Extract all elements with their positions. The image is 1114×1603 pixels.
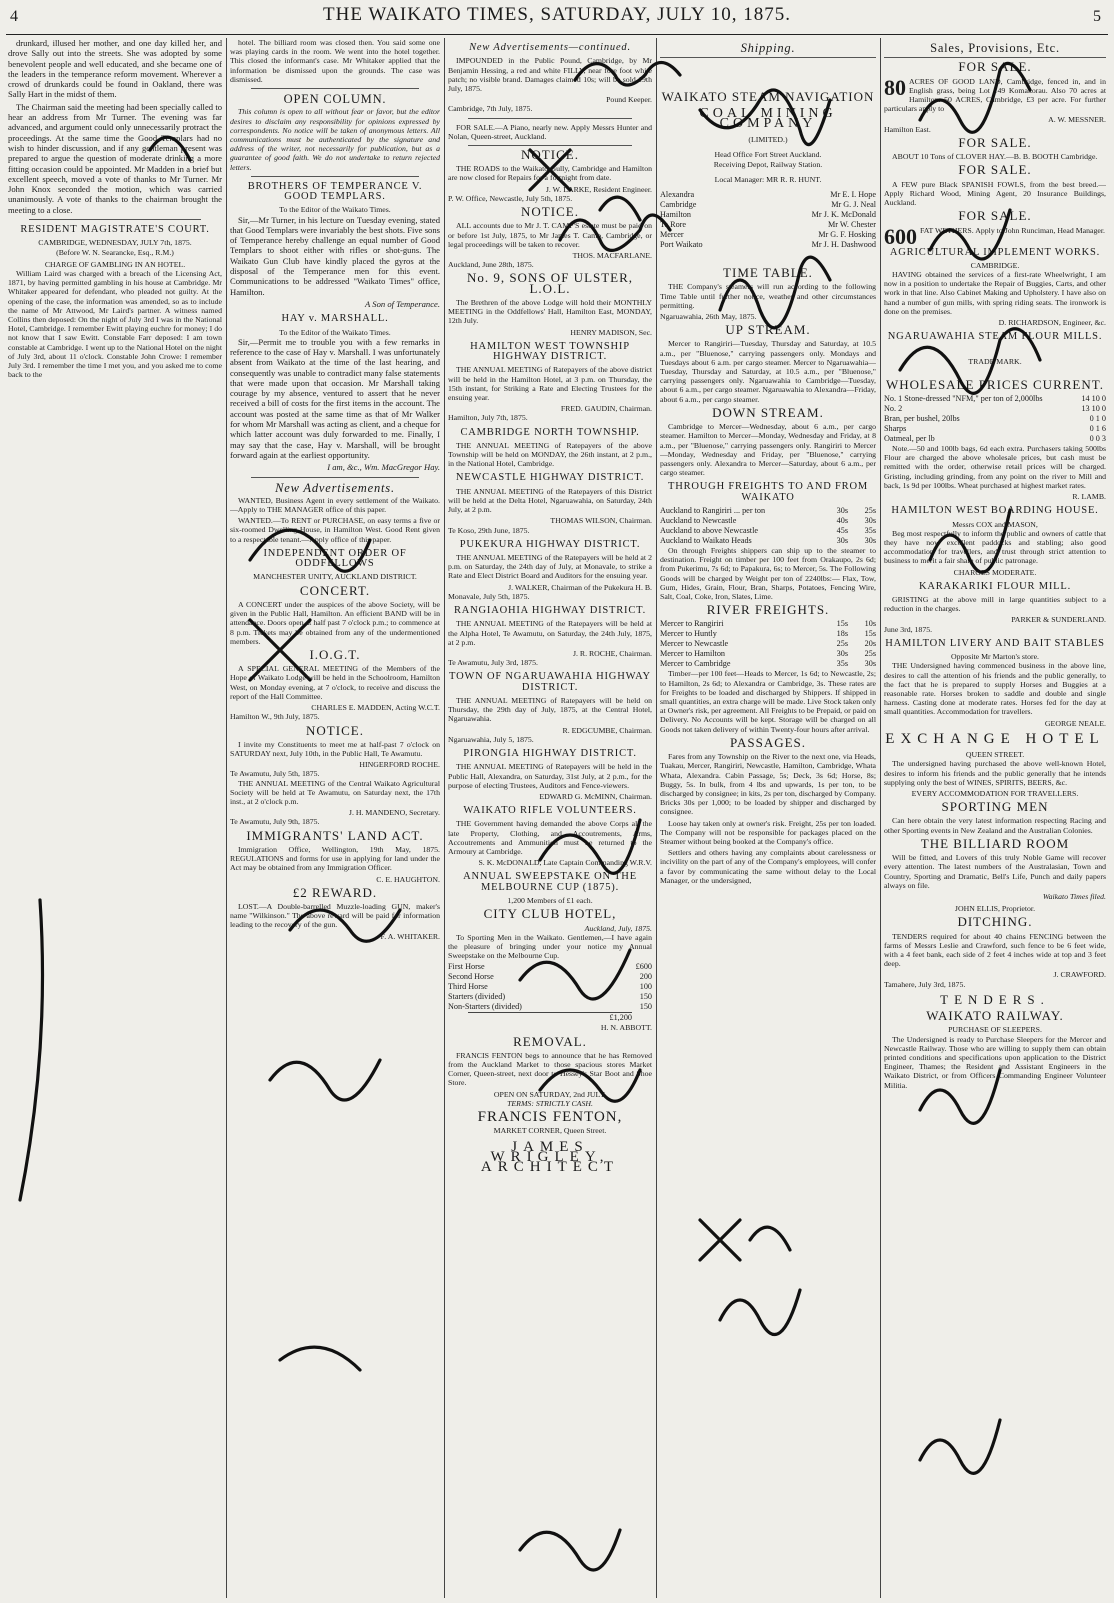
ad-title: NOTICE. <box>521 146 579 162</box>
column-rule <box>226 38 227 1598</box>
ad-text: Immigration Office, Wellington, 19th May, 1875. REGULATIONS and forms for use in applying for land under the Act may be obtained from any Immigration Officer. <box>230 844 440 873</box>
agent-row-cell: Hamilton <box>660 210 691 219</box>
ad-text: I invite my Constituents to meet me at half-past 7 o'clock on SATURDAY next, July 10th, in the Public Hall, Te Awamutu. <box>230 739 440 758</box>
freight-row-cell: 35s <box>864 525 876 535</box>
wholesale-row-cell: 13 10 0 <box>1081 404 1106 414</box>
ad-signature: THOS. MACFARLANE. <box>572 250 652 260</box>
ad-text: The Brethren of the above Lodge will hold their MONTHLY MEETING in the Oddfellows' Hall, Hamilton East, MONDAY, 12th July. <box>448 297 652 326</box>
freight-row <box>660 516 876 526</box>
river-freight-row-cell: 25s <box>836 639 848 649</box>
prize-row-cell: 100 <box>639 982 652 992</box>
ad-title: NOTICE. <box>521 204 579 220</box>
ad-signature: FRED. GAUDIN, Chairman. <box>560 404 652 414</box>
ad-title: CAMBRIDGE NORTH TOWNSHIP. <box>460 426 640 438</box>
letter-signature: A Son of Temperance. <box>365 298 440 309</box>
ad-title: THROUGH FREIGHTS TO AND FROM WAIKATO <box>668 481 868 503</box>
prize-row-cell: Second Horse <box>448 972 494 982</box>
court-charge: CHARGE OF GAMBLING IN AN HOTEL. <box>44 259 186 269</box>
ad-text: HAVING obtained the services of a first-rate Wheelwright, I am now in a position to undertake the Repair of Buggies, Carts, and other work in that line. Also Cabinet Making and Upholstery. I have also on hand a number of gun mills, with spring riding seats. The ironwork is done on the premises. <box>884 270 1106 316</box>
ad-text: ALL accounts due to Mr J. T. CAMP'S estate must be paid on or before 1st July, 1875, to Mr James T. Camp, Cambridge, or legal proceedings will be taken to recover. <box>448 221 652 249</box>
ad-place: Hamilton East. <box>884 124 931 134</box>
ad-text: THE Undersigned having commenced business in the above line, desires to call the attention of his friends and the public generally, to the fact that he is prepared to supply Horses and Buggies at a reasonable rate. Horses broken to saddle and double and single harness. Casting done at moderate rates. Horses fed for the day at small quantities. Accommodation for travellers. <box>884 661 1106 717</box>
wholesale-table <box>884 394 1106 444</box>
ad-heading: INDEPENDENT ORDER OF ODDFELLOWS <box>263 547 407 570</box>
ad-text: FAT WETHERS. Apply to John Runciman, Head Manager. <box>920 225 1105 235</box>
wholesale-row <box>884 414 1106 424</box>
ad-title: TENDERS. <box>940 991 1050 1007</box>
ad-title: THE BILLIARD ROOM <box>920 835 1070 851</box>
agent-row-cell: Mr G. J. Neal <box>831 200 876 209</box>
river-freight-row-cell: Mercer to Huntly <box>660 629 717 639</box>
river-freight-row <box>660 629 876 639</box>
ad-title: HAMILTON LIVERY AND BAIT STABLES <box>885 637 1105 649</box>
ad-text: Loose hay taken only at owner's risk. Freight, 25s per ton loaded. The Company will not be responsible for packages placed on the Steamer without being booked at the Company's office. <box>660 818 876 846</box>
agent-row <box>660 190 876 200</box>
prize-row <box>448 962 652 972</box>
ad-title: DITCHING. <box>957 914 1033 930</box>
ad-text: THE ANNUAL MEETING of the Ratepayers will be held at 2 p.m. on Saturday, the 24th day of July, at Monavale, to strike a Rate and Elect District Board and Auditors for the ensuing year. <box>448 553 652 581</box>
ad-signature: J. CRAWFORD. <box>1053 970 1106 980</box>
river-freight-row-cell: Mercer to Cambridge <box>660 659 731 669</box>
agent-row <box>660 240 876 250</box>
article-text: hotel. The billiard room was closed then. You said some one was playing cards in the room. We went into the hotel together. This closed the informant's case. Mr Whitaker applied that the information be dismissed upon the grounds. The case was dismissed. <box>230 38 440 84</box>
company-depot: Receiving Depot, Railway Station. <box>713 159 823 169</box>
prize-row <box>448 982 652 992</box>
prize-row <box>448 992 652 1002</box>
agent-row <box>660 200 876 210</box>
ad-signature: S. K. McDONALD, Late Captain Commanding W.R.V. <box>478 858 652 868</box>
ad-text: To Sporting Men in the Waikato. Gentlemen,—I have again the pleasure of bringing under your notice my Annual Sweepstake on the Melbourne Cup. <box>448 932 652 961</box>
ad-text: A CONCERT under the auspices of the above Society, will be given in the Public Hall, Hamilton. An efficient BAND will be in attendance. Doors open at half past 7 o'clock p.m.; to commence at 8 p.m. Tickets may be obtained from any of the undermentioned members. <box>230 599 440 646</box>
freight-row-cell: 25s <box>864 505 876 515</box>
ad-title: CITY CLUB HOTEL, <box>483 906 617 922</box>
ad-title: NEWCASTLE HIGHWAY DISTRICT. <box>455 472 645 484</box>
ad-signature: HINGERFORD ROCHE. <box>359 760 440 770</box>
page-number-right: 5 <box>1093 8 1102 25</box>
ad-signature: D. RICHARDSON, Engineer, &c. <box>998 318 1106 328</box>
ad-title: FOR SALE. <box>958 162 1032 178</box>
agent-row <box>660 210 876 220</box>
ad-text: THE ANNUAL MEETING of Ratepayers will be held in the Public Hall, Alexandra, on Saturday, 31st July, at 2 p.m., for the purpose of electing Trustees, Auditors and Fence-viewers. <box>448 762 652 790</box>
column-rule <box>444 38 445 1598</box>
agent-row-cell: Te Rore <box>660 220 687 229</box>
prize-row-cell: 150 <box>639 992 652 1002</box>
ad-subheading: TERMS: STRICTLY CASH. <box>507 1098 593 1108</box>
river-freight-table <box>660 619 876 669</box>
freight-row-cell: 30s <box>836 535 848 545</box>
classified-ad: WANTED, Business Agent in every settlement of the Waikato.—Apply to THE MANAGER office of this paper. <box>230 495 440 515</box>
freight-row-cell: Auckland to Newcastle <box>660 515 737 525</box>
wholesale-row-cell: 0 1 6 <box>1089 424 1106 434</box>
ad-date: Te Awamutu, July 3rd, 1875. <box>448 658 538 668</box>
ad-title: FOR SALE. <box>958 134 1032 150</box>
editor-note: This column is open to all without fear or favor, but the editor desires to disclaim any responsibility for opinions expressed by correspondents. No notice will be taken of anonymous letters. All communications must be authenticated by the signature and address of the writer, not necessarily for publication, but as a guarantee of good faith. We do not undertake to return rejected letters. <box>230 107 440 172</box>
masthead-title: THE WAIKATO TIMES, SATURDAY, JULY 10, 1875. <box>323 4 791 25</box>
ad-title: CONCERT. <box>299 582 371 598</box>
ad-signature: Pound Keeper. <box>606 95 652 105</box>
ad-text: IMPOUNDED in the Public Pound, Cambridge, by Mr Benjamin Hessing, a red and white FILLY, near fore foot white patch; no visible brand. Damages claimed 10s; will be sold 19th July, 1875. <box>448 56 652 93</box>
divider <box>660 57 876 58</box>
ad-title: WAIKATO RAILWAY. <box>926 1008 1064 1024</box>
ad-signature: H. N. ABBOTT. <box>600 1023 652 1033</box>
ad-title: I.O.G.T. <box>309 646 361 662</box>
ad-signature: A. W. MESSNER. <box>1048 115 1106 125</box>
ad-text: Fares from any Township on the River to the next one, via Heads, Tuakau, Mercer, Rangiriri, Newcastle, Hamilton, Cambridge, Whata Whata, Alexandra. Cabin Passage, 5s; Deck, 3s 6d; Horse, 8s; Buggy, 5s. In bulk, from 4 lbs and upwards, 1s per ton, to be discharged by consignee; in kits, 2s per ton, discharged by Company. Bricks 30s per 1,000; to be loaded by shipper and discharged by consignee. <box>660 752 876 817</box>
river-freight-row-cell: 15s <box>864 629 876 639</box>
ad-title: PUKEKURA HIGHWAY DISTRICT. <box>459 538 641 550</box>
ad-title: HAMILTON WEST TOWNSHIP HIGHWAY DISTRICT. <box>470 340 630 363</box>
ad-signature: J. WALKER, Chairman of the Pukekura H. B. <box>508 582 652 592</box>
freight-row <box>660 526 876 536</box>
ad-signature: R. EDGCUMBE, Chairman. <box>562 725 652 735</box>
ad-text: Timber—per 100 feet—Heads to Mercer, 1s 6d; to Newcastle, 2s; to Hamilton, 2s 6d; to Alexandra or Cambridge, 3s. These rates are for Freights to be loaded and discharged by Shippers. If shipped in small quantities, an extra charge will be made. Live Stock taken only at Owner's risk, per agreement. All Freights to be Prepaid, or paid on Delivery. No Accounts will be kept. Storage will be charged on all Goods not taken delivery of within Twenty-four hours after arrival. <box>660 669 876 734</box>
ad-subheading: Opposite Mr Marton's store. <box>950 652 1040 662</box>
company-name: COAL MINING COMPANY <box>699 105 837 131</box>
ad-subheading: PURCHASE OF SLEEPERS. <box>948 1025 1042 1035</box>
section-heading: New Advertisements. <box>275 480 395 495</box>
wholesale-row-cell: No. 1 Stone-dressed "NFM," per ton of 2,000lbs <box>884 394 1043 404</box>
ad-signature: CHARLES E. MADDEN, Acting W.C.T. <box>311 703 440 713</box>
ad-title: RIVER FREIGHTS. <box>706 602 830 618</box>
ad-title: ANNUAL SWEEPSTAKE ON THE MELBOURNE CUP (1875). <box>463 871 637 893</box>
ad-subheading: EVERY ACCOMMODATION FOR TRAVELLERS. <box>911 788 1079 798</box>
wholesale-row-cell: 0 1 0 <box>1089 414 1106 424</box>
ad-title: KARAKARIKI FLOUR MILL. <box>918 580 1072 592</box>
ad-date: Te Koso, 29th June, 1875. <box>448 525 530 535</box>
trade-mark: TRADE MARK. <box>968 356 1022 366</box>
wholesale-row <box>884 404 1106 414</box>
agent-row-cell: Mr J. H. Dashwood <box>811 240 876 249</box>
ad-subheading: QUEEN STREET. <box>965 750 1025 760</box>
wholesale-row-cell: 14 10 0 <box>1081 394 1106 404</box>
prize-row-cell: Non-Starters (divided) <box>448 1002 522 1012</box>
wholesale-row <box>884 434 1106 444</box>
masthead <box>0 4 1114 34</box>
river-freight-row-cell: Mercer to Rangiriri <box>660 619 724 629</box>
ad-signature: J. R. ROCHE, Chairman. <box>572 649 652 658</box>
ad-text: Mercer to Rangiriri—Tuesday, Thursday and Saturday, at 10.5 a.m., per "Bluenose," carrying passengers only. Mondays and Tuesdays about 6 a.m. per cargo steamer. Mercer to Ngaruawahia—Tuesday, Thursday and Saturday, at 10.5 a.m., per "Bluenose," carrying passengers only. Ngaruawahia to Cambridge—Tuesday, about 6 a.m., per cargo steamer. Ngaruawahia to Alexandra—Friday, about 6 a.m., per cargo steamer. <box>660 339 876 404</box>
ad-date: Ngaruawahia, July 5, 1875. <box>448 734 534 744</box>
ad-signature: JOHN ELLIS, Proprietor. <box>954 904 1036 914</box>
divider <box>468 118 631 119</box>
prize-row-cell: Third Horse <box>448 982 488 992</box>
section-heading: Sales, Provisions, Etc. <box>930 41 1060 55</box>
ad-text: Will be fitted, and Lovers of this truly Noble Game will recover every attention. The latest numbers of the Australasian, Town and Country, Sporting and Dramatic, Bell's Life, Punch and daily papers always on file. <box>884 853 1106 890</box>
freight-row <box>660 536 876 546</box>
agent-table <box>660 190 876 250</box>
ad-text: GRISTING at the above mill in large quantities subject to a reduction in the charges. <box>884 595 1106 614</box>
ad-text: THE ANNUAL MEETING of the Ratepayers of this District will be held at the Delta Hotel, Ngaruawahia, on Saturday, 24th July, at 2 p.m. <box>448 486 652 515</box>
ad-subheading: MANCHESTER UNITY, AUCKLAND DISTRICT. <box>253 572 417 582</box>
prize-row <box>448 972 652 982</box>
letter-heading: HAY v. MARSHALL. <box>281 313 389 325</box>
ad-signature: PARKER & SUNDERLAND. <box>1011 615 1106 625</box>
ad-signature: F. A. WHITAKER. <box>380 931 440 941</box>
river-freight-row-cell: 10s <box>864 619 876 629</box>
river-freight-row-cell: 20s <box>864 639 876 649</box>
ad-text: THE Company's steamers will run according to the following Time Table until further notice, weather and other circumstances permitting. <box>660 282 876 310</box>
article-text: The Chairman said the meeting had been specially called to hear an address from Mr Turner. The evening was far advanced, and argument could only unnecessarily protract the proceedings. At the same time the Good Templars had no wish to hinder discussion, and if any gentleman present was prepared to argue the question of moderate drinking a more fitting occasion could be appointed. Mr Madden in a brief but excellent speech, moved a vote of thanks to Mr Turner. Mr John Knox seconded the motion, which was carried unanimously. A vote of thanks to the chairman brought the meeting to a close. <box>8 101 222 215</box>
ad-title: UP STREAM. <box>725 322 811 338</box>
wholesale-row-cell: No. 2 <box>884 404 903 414</box>
ad-date: Te Awamutu, July 9th, 1875. <box>230 817 320 827</box>
agent-row-cell: Mr W. Chester <box>828 220 876 229</box>
ad-title: RANGIAOHIA HIGHWAY DISTRICT. <box>453 605 647 617</box>
letter-text: Sir,—Permit me to trouble you with a few remarks in reference to the case of Hay v. Marshall. I was unfortunately absent from Waikato at the time of the last hearing, and consequently was unable to contradict many false statements that were made upon that occasion. Mr Marshall taking courage by my absence, ventured to assert that he never received a bill of costs for the first items in the account. The account was posted at the same time as that of Mr Walker for whom Mr Marshall was acting as client, and a cheque for which latter account was duly forwarded to me. Finally, I may say that the case, Hay v. Marshall, will be brought forward again at the earliest opportunity. <box>230 336 440 460</box>
ad-title: No. 9, SONS OF ULSTER, L.O.L. <box>466 270 634 296</box>
letter-salutation: To the Editor of the Waikato Times. <box>279 205 391 215</box>
ad-title: WAIKATO RIFLE VOLUNTEERS. <box>463 805 637 817</box>
ad-date: Te Awamutu, July 5th, 1875. <box>230 769 320 779</box>
column-4 <box>660 38 876 1598</box>
ad-text: FOR SALE.—A Piano, nearly new. Apply Messrs Hunter and Nolan, Queen-street, Auckland. <box>448 122 652 141</box>
prize-row <box>448 1002 652 1012</box>
agent-row-cell: Mr J. K. McDonald <box>811 210 876 219</box>
ad-title: FOR SALE. <box>958 208 1032 224</box>
ad-text: On through Freights shippers can ship up to the steamer to destination. Freight on timber per 100 feet from Orakaupo, 2s 6d; from Pukerimu, 7s 6d; to Papakura, 6s; to Mercer, 5s. The Following Goods will be charged by Weight per ton of 2240lbs:— Flax, Tow, Gum, Hides, Grain, Flour, Bran, Sharps, Potatoes, Fencing Wire, Salt, Coal, Coke, Iron, Slates, Lime. <box>660 545 876 601</box>
ad-subheading: CAMBRIDGE. <box>970 260 1020 270</box>
ad-title: PASSAGES. <box>729 734 807 750</box>
river-freight-row <box>660 619 876 629</box>
prize-table <box>448 962 652 1012</box>
agent-row <box>660 230 876 240</box>
ad-text: THE ANNUAL MEETING of the Central Waikato Agricultural Society will be held at Te Awamutu, on Saturday next, the 17th inst., at 2 o'clock p.m. <box>230 778 440 807</box>
divider <box>251 88 419 89</box>
column-rule <box>656 38 657 1598</box>
agent-row <box>660 220 876 230</box>
ad-text: ABOUT 10 Tons of CLOVER HAY.—B. B. BOOTH Cambridge. <box>892 152 1098 162</box>
ad-title: JAMES WRIGLEY, ARCHITECT <box>480 1138 620 1176</box>
ad-title: REMOVAL. <box>513 1033 587 1049</box>
ad-title: PIRONGIA HIGHWAY DISTRICT. <box>463 748 637 760</box>
ad-text: THE Government having demanded the above Corps all the late Property, Clothing, and Accoutrements, Arms, Accoutrements and Ammunition must be returned to the Armoury at Cambridge. <box>448 819 652 857</box>
wholesale-row <box>884 424 1106 434</box>
ad-subheading: OPEN ON SATURDAY, 2nd JULY. <box>493 1089 607 1099</box>
ad-text: The Undersigned is ready to Purchase Sleepers for the Mercer and Newcastle Railway. Those who are willing to supply them can obtain printed conditions and specifications upon application to the District Engineer, Thames; the Resident and Assistant Engineers in the Waikato District, or from Officers Commanding Engineer Volunteer Militia. <box>884 1034 1106 1090</box>
column-1 <box>8 38 222 1598</box>
court-date: CAMBRIDGE, WEDNESDAY, JULY 7th, 1875. <box>38 238 192 248</box>
freight-row-cell: Auckland to above Newcastle <box>660 525 758 535</box>
letter-text: Sir,—Mr Turner, in his lecture on Tuesday evening, stated that Good Templars were invariably the best shots. Five sons of Temperance hereby challenge an equal number of Good Templars to shoot either with rifles or shot-guns. The Waikato Gun Club have kindly placed the gyros at the disposal of the Temperance men for this event. Communications to be addressed "Waikato Times" office, Hamilton. <box>230 214 440 297</box>
agent-row-cell: Cambridge <box>660 200 697 209</box>
company-office: Head Office Fort Street Auckland. <box>714 150 822 160</box>
ad-date: Auckland, June 28th, 1875. <box>448 260 534 270</box>
section-heading: Shipping. <box>740 41 796 55</box>
ad-text: THE ANNUAL MEETING of Ratepayers of the above Township will be held on MONDAY, the 26th instant, at 2 p.m., in the National Hotel, Cambridge. <box>448 440 652 469</box>
freight-row-cell: 30s <box>836 505 848 515</box>
company-manager: Local Manager: MR R. R. HUNT. <box>714 174 822 184</box>
ad-date: Ngaruawahia, 26th May, 1875. <box>660 311 757 321</box>
court-before: (Before W. N. Searancke, Esq., R.M.) <box>56 247 174 257</box>
ad-text: THE ROADS to the Waikato Gully, Cambridge and Hamilton are now closed for Repairs for a fortnight from date. <box>448 164 652 183</box>
ad-date: Hamilton W., 9th July, 1875. <box>230 712 320 722</box>
ad-text: THE ANNUAL MEETING of Ratepayers will be held on Thursday, the 29th day of July, 1875, at the Central Hotel, Ngaruawahia. <box>448 696 652 724</box>
ad-title: HAMILTON WEST BOARDING HOUSE. <box>891 505 1099 517</box>
ad-date: Tamahere, July 3rd, 1875. <box>884 979 966 989</box>
divider <box>884 57 1106 58</box>
river-freight-row-cell: 30s <box>836 649 848 659</box>
ad-text: A FEW pure Black SPANISH FOWLS, from the best breed.—Apply Richard Wood, Mining Agent, 20 Insurance Buildings, Auckland. <box>884 179 1106 208</box>
column-2 <box>230 38 440 1598</box>
wholesale-row-cell: Sharps <box>884 424 907 434</box>
ad-date: Auckland, July, 1875. <box>584 923 652 933</box>
ad-subheading: CHARGES MODERATE. <box>953 567 1037 577</box>
agent-row-cell: Mercer <box>660 230 684 239</box>
ad-signature: EDWARD G. McMINN, Chairman. <box>539 791 652 801</box>
ad-signature: R. LAMB. <box>1072 492 1106 502</box>
ad-text: A SPECIAL GENERAL MEETING of the Members of the Hope of Waikato Lodge will be held in the Schoolroom, Hamilton West, on Monday evening, at 7 o'clock, to receive and discuss the report of the Hall Committee. <box>230 664 440 701</box>
ad-text: LOST.—A Double-barrelled Muzzle-loading GUN, maker's name "Wilkinson." The above reward will be paid for information leading to the recovery of the gun. <box>230 902 440 930</box>
classified-ad: WANTED.—To RENT or PURCHASE, on easy terms a five or six-roomed Dwelling House, in Hamilton West. Good Rent given to a respectable tenant.—Apply office of this paper. <box>230 516 440 544</box>
company-limited: (LIMITED.) <box>748 135 788 145</box>
prize-total: £1,200 <box>609 1013 632 1023</box>
ad-text: Beg most respectfully to inform the public and owners of cattle that they have now excellent paddocks and stabling; also good accommodation for travellers, and trust through strict attention to business to merit a fair share of public patronage. <box>884 528 1106 566</box>
ad-title: WHOLESALE PRICES CURRENT. <box>886 376 1104 392</box>
section-heading: New Advertisements—continued. <box>469 42 631 53</box>
ad-title: TOWN OF NGARUAWAHIA HIGHWAY DISTRICT. <box>449 671 651 693</box>
wholesale-row-cell: Bran, per bushel, 20lbs <box>884 414 960 424</box>
ad-title: AGRICULTURAL IMPLEMENT WORKS. <box>889 246 1101 258</box>
column-3 <box>448 38 652 1598</box>
ad-date: June 3rd, 1875. <box>884 624 933 634</box>
ad-title: TIME TABLE. <box>723 265 813 280</box>
ad-title: IMMIGRANTS' LAND ACT. <box>246 827 424 843</box>
ad-note: Waikato Times filed. <box>1042 891 1106 901</box>
divider <box>29 219 200 220</box>
ad-text: FRANCIS FENTON begs to announce that he has Removed from the Auckland Market to those spacious stores Market Corner, Queen-street, next door to Hessey's Star Boot and Shoe Store. <box>448 1050 652 1088</box>
freight-row <box>660 506 876 516</box>
agent-row-cell: Port Waikato <box>660 240 703 249</box>
ad-signature: GEORGE NEALE. <box>1044 718 1106 728</box>
river-freight-row-cell: Mercer to Hamilton <box>660 649 726 659</box>
section-heading: RESIDENT MAGISTRATE'S COURT. <box>20 224 210 236</box>
ad-date: Hamilton, July 7th, 1875. <box>448 413 528 423</box>
letter-salutation: To the Editor of the Waikato Times. <box>279 327 391 337</box>
river-freight-row-cell: Mercer to Newcastle <box>660 639 729 649</box>
ad-title: FOR SALE. <box>958 59 1032 75</box>
ad-subheading: Messrs COX and MASON, <box>952 519 1038 529</box>
ad-signature: HENRY MADISON, Sec. <box>570 327 652 337</box>
ad-text: THE ANNUAL MEETING of the Ratepayers will be held at the Alpha Hotel, Te Awamutu, on Saturday, the 24th July, 1875, at 2 p.m. <box>448 619 652 647</box>
river-freight-row <box>660 639 876 649</box>
article-text: drunkard, illused her mother, and one day killed her, and drove Sally out into the streets. She was adopted by some benevolent people and well educated, and she became one of the leaders in the temperance reform movement. Wherever a crowd of drunkards could be found in Oakland, there was Sally Hart in the midst of them. <box>8 38 222 100</box>
freight-row-cell: Auckland to Waikato Heads <box>660 535 752 545</box>
company-name: WAIKATO STEAM NAVIGATION <box>661 89 875 105</box>
ad-signature: C. E. HAUGHTON. <box>376 874 440 884</box>
river-freight-row-cell: 35s <box>836 659 848 669</box>
freight-row-cell: Auckland to Rangiriri ... per ton <box>660 505 766 515</box>
ad-title: FRANCIS FENTON, <box>477 1109 623 1126</box>
river-freight-row-cell: 15s <box>836 619 848 629</box>
wholesale-row-cell: 0 0 3 <box>1089 434 1106 444</box>
ad-signature: J. H. MANDENO, Secretary. <box>348 808 440 818</box>
ad-text: Settlers and others having any complaints about carelessness or incivility on the part of any of the Company's employees, will confer a favor by communicating the same without delay to the Local Manager, or the undersigned, <box>660 848 876 885</box>
freight-row-cell: 45s <box>836 525 848 535</box>
section-heading: OPEN COLUMN. <box>283 92 387 107</box>
ad-text: ACRES OF GOOD LAND, Cambridge, fenced in, and in English grass, being Lot 149 Komakorau. Also 70 acres at Hamilton. 50 ACRES, Cambridge, £3 per acre. For further particulars apply to <box>884 76 1106 114</box>
ad-date: Cambridge, 7th July, 1875. <box>448 104 533 114</box>
ad-date: P. W. Office, Newcastle, July 5th, 1875. <box>448 193 573 203</box>
ad-subheading: MARKET CORNER, Queen Street. <box>493 1126 607 1136</box>
ad-title: NOTICE. <box>306 722 364 738</box>
agent-row-cell: Alexandra <box>660 190 695 199</box>
letter-signature: I am, &c., Wm. MacGregor Hay. <box>327 462 440 473</box>
divider <box>468 145 631 146</box>
agent-row-cell: Mr E. I. Hope <box>830 190 876 199</box>
divider <box>251 477 419 478</box>
ad-text: THE ANNUAL MEETING of Ratepayers of the above district will be held in the Hamilton Hotel, at 3 p.m. on Thursday, the 15th instant, for Striking a Rate and Electing Trustees for the ensuing year. <box>448 365 652 402</box>
prize-row-cell: Starters (divided) <box>448 992 506 1002</box>
river-freight-row <box>660 649 876 659</box>
divider <box>251 176 419 177</box>
ad-title: EXCHANGE HOTEL <box>885 730 1105 747</box>
agent-row-cell: Mr G. F. Hosking <box>818 230 876 239</box>
ad-text: The undersigned having purchased the above well-known Hotel, desires to inform his friends and the public generally that he intends supplying only the best of WINES, SPIRITS, BEERS, &c. <box>884 759 1106 787</box>
river-freight-row-cell: 25s <box>864 649 876 659</box>
ad-number: 80 <box>884 74 906 100</box>
freight-table <box>660 506 876 546</box>
freight-row-cell: 30s <box>864 515 876 525</box>
prize-row-cell: First Horse <box>448 962 485 972</box>
ad-text: Note.—50 and 100lb bags, 6d each extra. Purchasers taking 500lbs Flour are charged the above wholesale prices, but cash must be remitted with the order, otherwise retail prices will be charged. Gristing, including grinding, from any point on the river to Mill and back, 1s 9d per 100lbs. Wheat purchased at highest market rates. <box>884 444 1106 490</box>
prize-row-cell: 200 <box>639 972 652 982</box>
article-text: William Laird was charged with a breach of the Licensing Act, 1871, by having permitted gambling in his house at Cambridge. Mr Whitaker appeared for defendant, who pleaded not guilty. At the opening of the case, the information was amended, so as to include the name of Mr Attwood, Mr Laird's partner. A witness named Collins then deposed: On the night of July 3rd I was in the National Hotel, Cambridge. I remember Ewitt playing euchre for money; I do not know that I saw Ewitt. Constable Farr deposed: I am town constable at Cambridge. I went up to the National Hotel on the night of July 3rd, about 11 o'clock. Constable John Crowe: I remember July 3rd. I remember the time I met you, and you asked me to come back to the <box>8 268 222 380</box>
letter-heading: BROTHERS OF TEMPERANCE V. GOOD TEMPLARS. <box>247 180 423 203</box>
freight-row-cell: 30s <box>864 535 876 545</box>
column-rule <box>880 38 881 1598</box>
column-5 <box>884 38 1106 1598</box>
wholesale-row <box>884 394 1106 404</box>
freight-row-cell: 40s <box>836 515 848 525</box>
wholesale-row-cell: Oatmeal, per lb <box>884 434 935 444</box>
page-number-left: 4 <box>10 8 19 25</box>
ad-text: Can here obtain the very latest information respecting Racing and other Sporting events in New Zealand and the Australian Colonies. <box>884 816 1106 835</box>
ad-subheading: 1,200 Members of £1 each. <box>507 896 593 906</box>
river-freight-row <box>660 659 876 669</box>
ad-title: DOWN STREAM. <box>712 404 824 420</box>
masthead-rule <box>6 34 1108 35</box>
river-freight-row-cell: 18s <box>836 629 848 639</box>
ad-title: SPORTING MEN <box>941 799 1049 815</box>
ad-text: TENDERS required for about 40 chains FENCING between the farms of Messrs Leslie and Crawford, such fence to be 6 feet wide, with a 4 feet bank, each side of 2 feet 4 inches wide at top and 3 feet deep. <box>884 931 1106 969</box>
ad-title: £2 REWARD. <box>292 884 378 900</box>
ad-signature: THOMAS WILSON, Chairman. <box>550 516 652 526</box>
prize-row-cell: £600 <box>635 962 652 972</box>
ad-title: NGARUAWAHIA STEAM FLOUR MILLS. <box>887 331 1103 343</box>
prize-total-row <box>468 1012 632 1023</box>
prize-row-cell: 150 <box>639 1002 652 1012</box>
ad-text: Cambridge to Mercer—Wednesday, about 6 a.m., per cargo steamer. Hamilton to Mercer—Monday, Wednesday and Friday, at 8 a.m., per "Bluenose," carrying passengers only. Rangiriri to Mercer—Monday, Wednesday and Friday, per "Bluenose," carrying passengers only. Alexandra to Mercer—Saturday, about 6 a.m., per cargo steamer. <box>660 422 876 478</box>
ad-number: 600 <box>884 223 917 249</box>
ad-date: Monavale, July 5th, 1875. <box>448 591 530 601</box>
ad-signature: J. W. LARKE, Resident Engineer. <box>545 184 652 194</box>
river-freight-row-cell: 30s <box>864 659 876 669</box>
